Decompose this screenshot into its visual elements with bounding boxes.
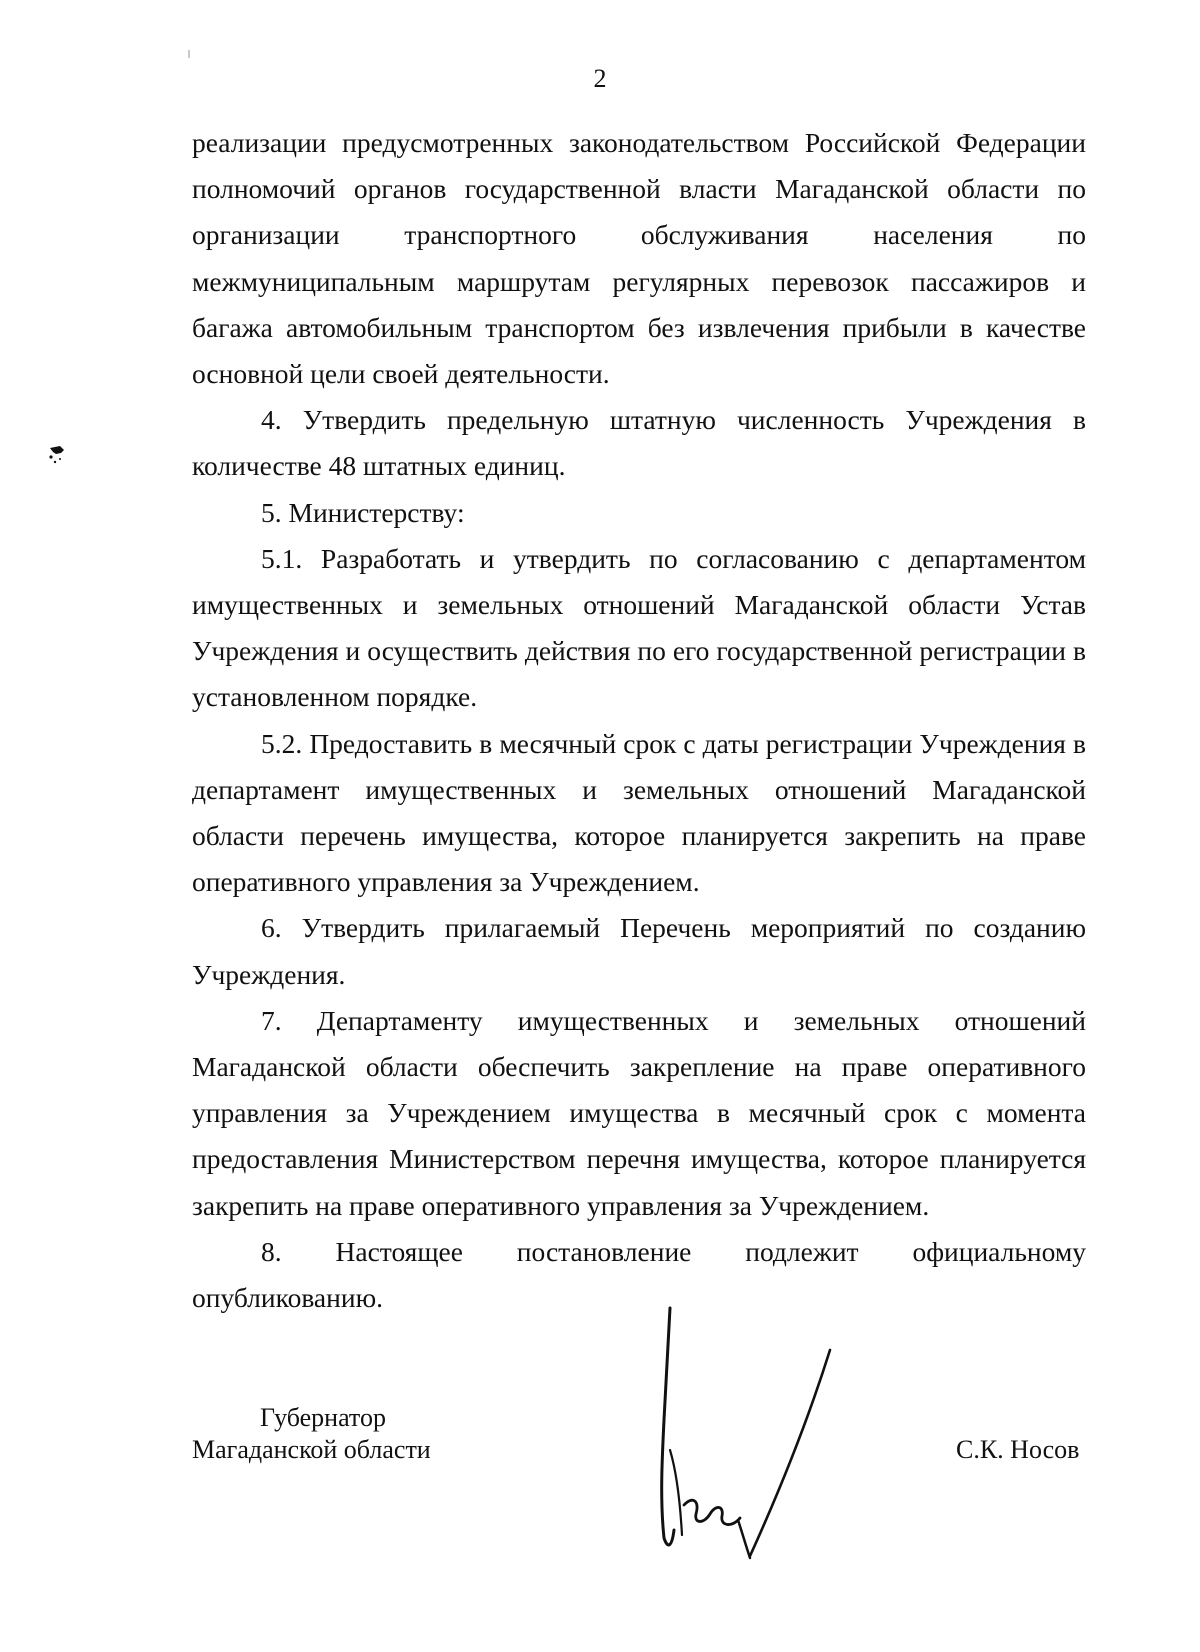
signatory-title-line2: Магаданской области (192, 1435, 431, 1464)
paragraph-5-2: 5.2. Предоставить в месячный срок с даты регистрации Учреждения в департамент имущественных и земельных отношений Магаданской области перечень имущества, которое планируется закрепить на праве оперативного управления за Учреждением. (192, 727, 1086, 898)
document-body (192, 120, 1086, 1321)
signatory-title-line1: Губернатор (260, 1403, 386, 1432)
signatory-title (192, 1402, 454, 1466)
paragraph-8: 8. Настоящее постановление подлежит официальному опубликованию. (192, 1235, 1086, 1314)
paragraph-continuation: реализации предусмотренных законодательством Российской Федерации полномочий органов государственной власти Магаданской области по организации транспортного обслуживания населения по межмуниципальным маршрутам регулярных перевозок пассажиров и багажа автомобильным транспортом без извлечения прибыли в качестве основной цели своей деятельности. (192, 127, 1086, 390)
paragraph-6: 6. Утвердить прилагаемый Перечень мероприятий по созданию Учреждения. (192, 912, 1086, 990)
signatory-name: С.К. Носов (956, 1435, 1080, 1464)
paragraph-5-1: 5.1. Разработать и утвердить по согласованию с департаментом имущественных и земельных отношений Магаданской области Устав Учреждения и осуществить действия по его государственной регистрации в установленном порядке. (192, 542, 1086, 713)
handwritten-signature (650, 1300, 870, 1560)
paragraph-7: 7. Департаменту имущественных и земельных отношений Магаданской области обеспечить закрепление на праве оперативного управления за Учреждением имущества в месячный срок с момента предоставления Министерством перечня имущества, которое планируется закрепить на праве оперативного управления за Учреждением. (192, 1004, 1086, 1221)
pencil-mark (188, 50, 190, 58)
ink-speck (46, 444, 68, 468)
paragraph-4: 4. Утвердить предельную штатную численность Учреждения в количестве 48 штатных единиц. (192, 404, 1086, 482)
paragraph-5: 5. Министерству: (261, 496, 465, 528)
page-number: 2 (593, 64, 607, 93)
